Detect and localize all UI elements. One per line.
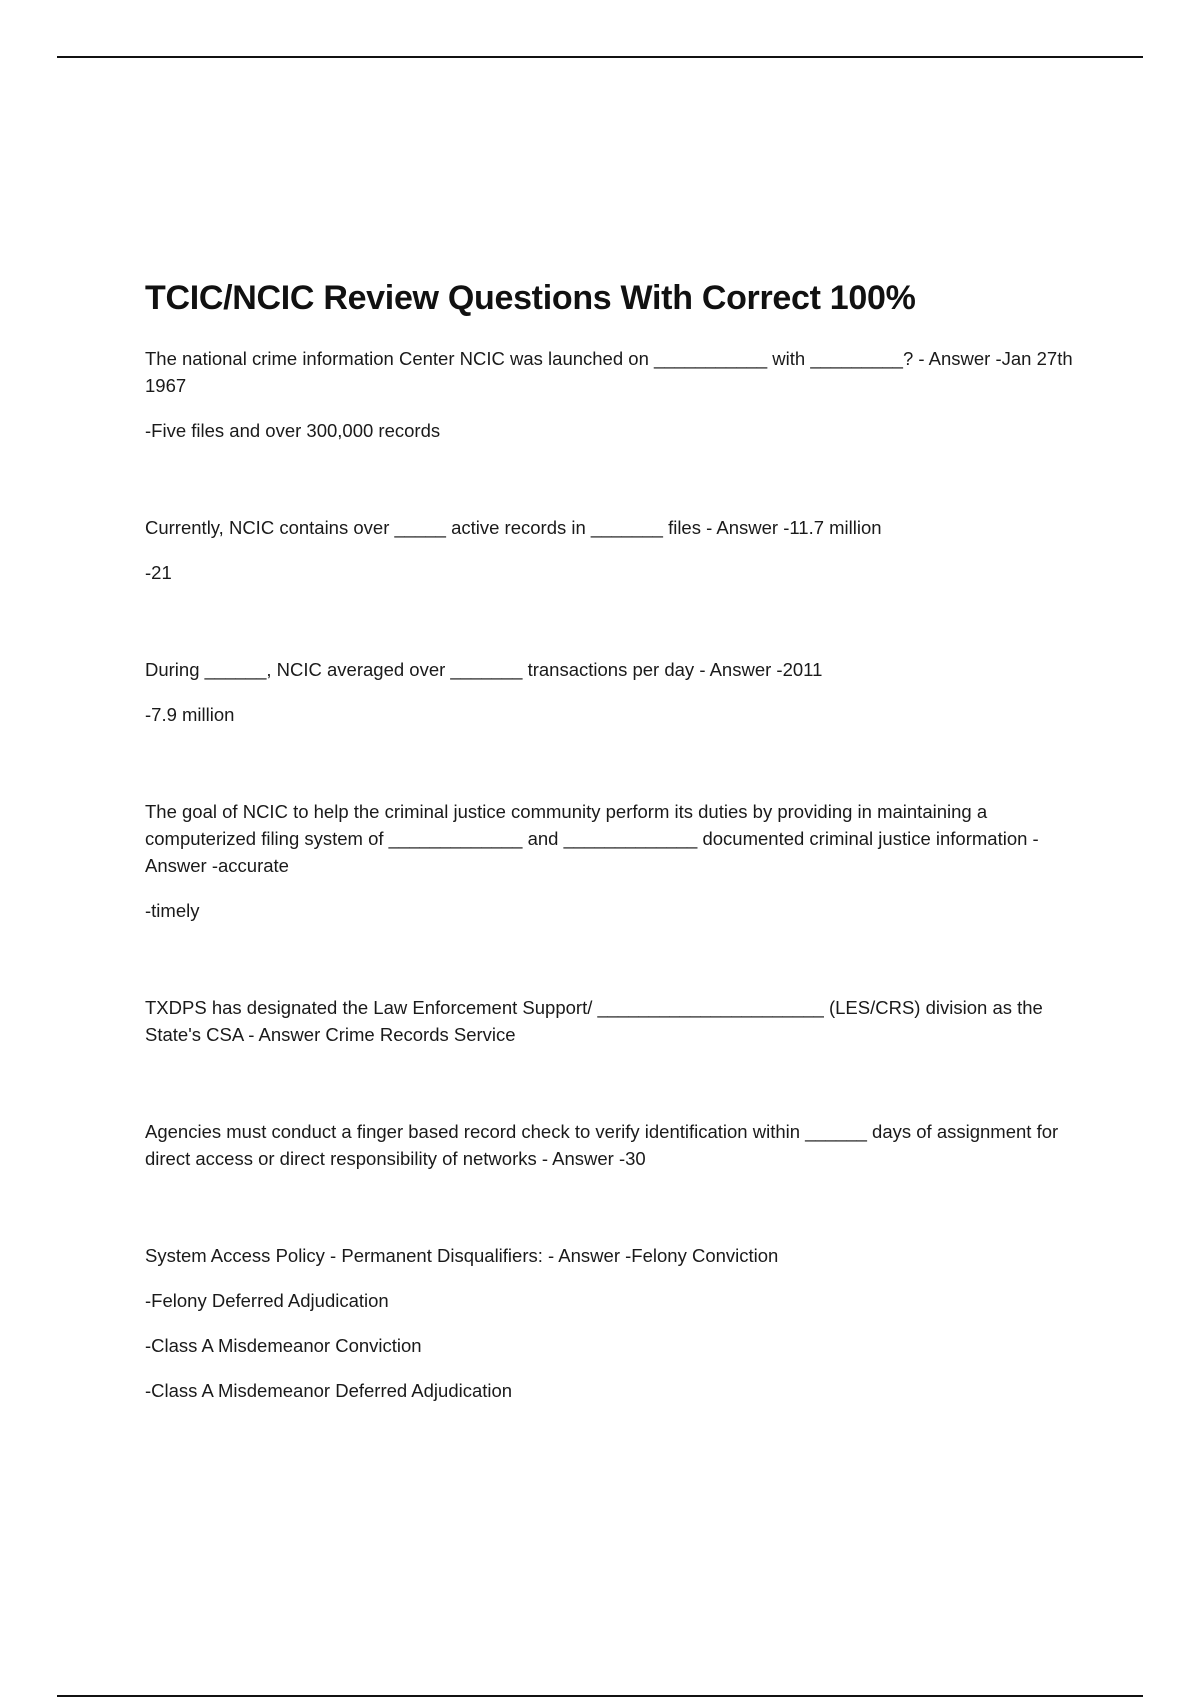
answer-line: -Five files and over 300,000 records bbox=[145, 420, 441, 441]
answer-line: -timely bbox=[145, 900, 200, 921]
answer-line: -Class A Misdemeanor Deferred Adjudication bbox=[145, 1380, 513, 1401]
header-rule bbox=[57, 56, 1143, 58]
question-text: System Access Policy - Permanent Disqualifiers: - Answer -Felony Conviction bbox=[145, 1245, 779, 1266]
answer-line: -21 bbox=[145, 562, 172, 583]
question-text: During ______, NCIC averaged over _______ transactions per day - Answer -2011 bbox=[145, 659, 823, 680]
question-text: Agencies must conduct a finger based record check to verify identification within ______ days of assignment for direct access or direct responsibility of networks - Answer -30 bbox=[145, 1121, 1059, 1169]
document-title: TCIC/NCIC Review Questions With Correct 100% bbox=[145, 279, 916, 317]
answer-line: -Class A Misdemeanor Conviction bbox=[145, 1335, 422, 1356]
qa-item bbox=[145, 514, 1090, 586]
qa-item bbox=[145, 345, 1090, 444]
question-text: TXDPS has designated the Law Enforcement Support/ ______________________ (LES/CRS) division as the State's CSA - Answer Crime Records Service bbox=[145, 997, 1043, 1045]
question-text: Currently, NCIC contains over _____ active records in _______ files - Answer -11.7 million bbox=[145, 517, 882, 538]
question-text: The national crime information Center NCIC was launched on ___________ with _________? - Answer -Jan 27th 1967 bbox=[145, 348, 1073, 396]
document-body bbox=[145, 274, 1090, 1422]
qa-item bbox=[145, 798, 1090, 924]
footer-rule bbox=[57, 1695, 1143, 1697]
qa-item bbox=[145, 656, 1090, 728]
answer-line: -7.9 million bbox=[145, 704, 235, 725]
qa-item bbox=[145, 994, 1090, 1048]
qa-item bbox=[145, 1118, 1090, 1172]
qa-item bbox=[145, 1242, 1090, 1404]
answer-line: -Felony Deferred Adjudication bbox=[145, 1290, 389, 1311]
question-text: The goal of NCIC to help the criminal justice community perform its duties by providing in maintaining a computerized filing system of _____________ and _____________ documented criminal justice information - Answer -accurate bbox=[145, 801, 1039, 876]
